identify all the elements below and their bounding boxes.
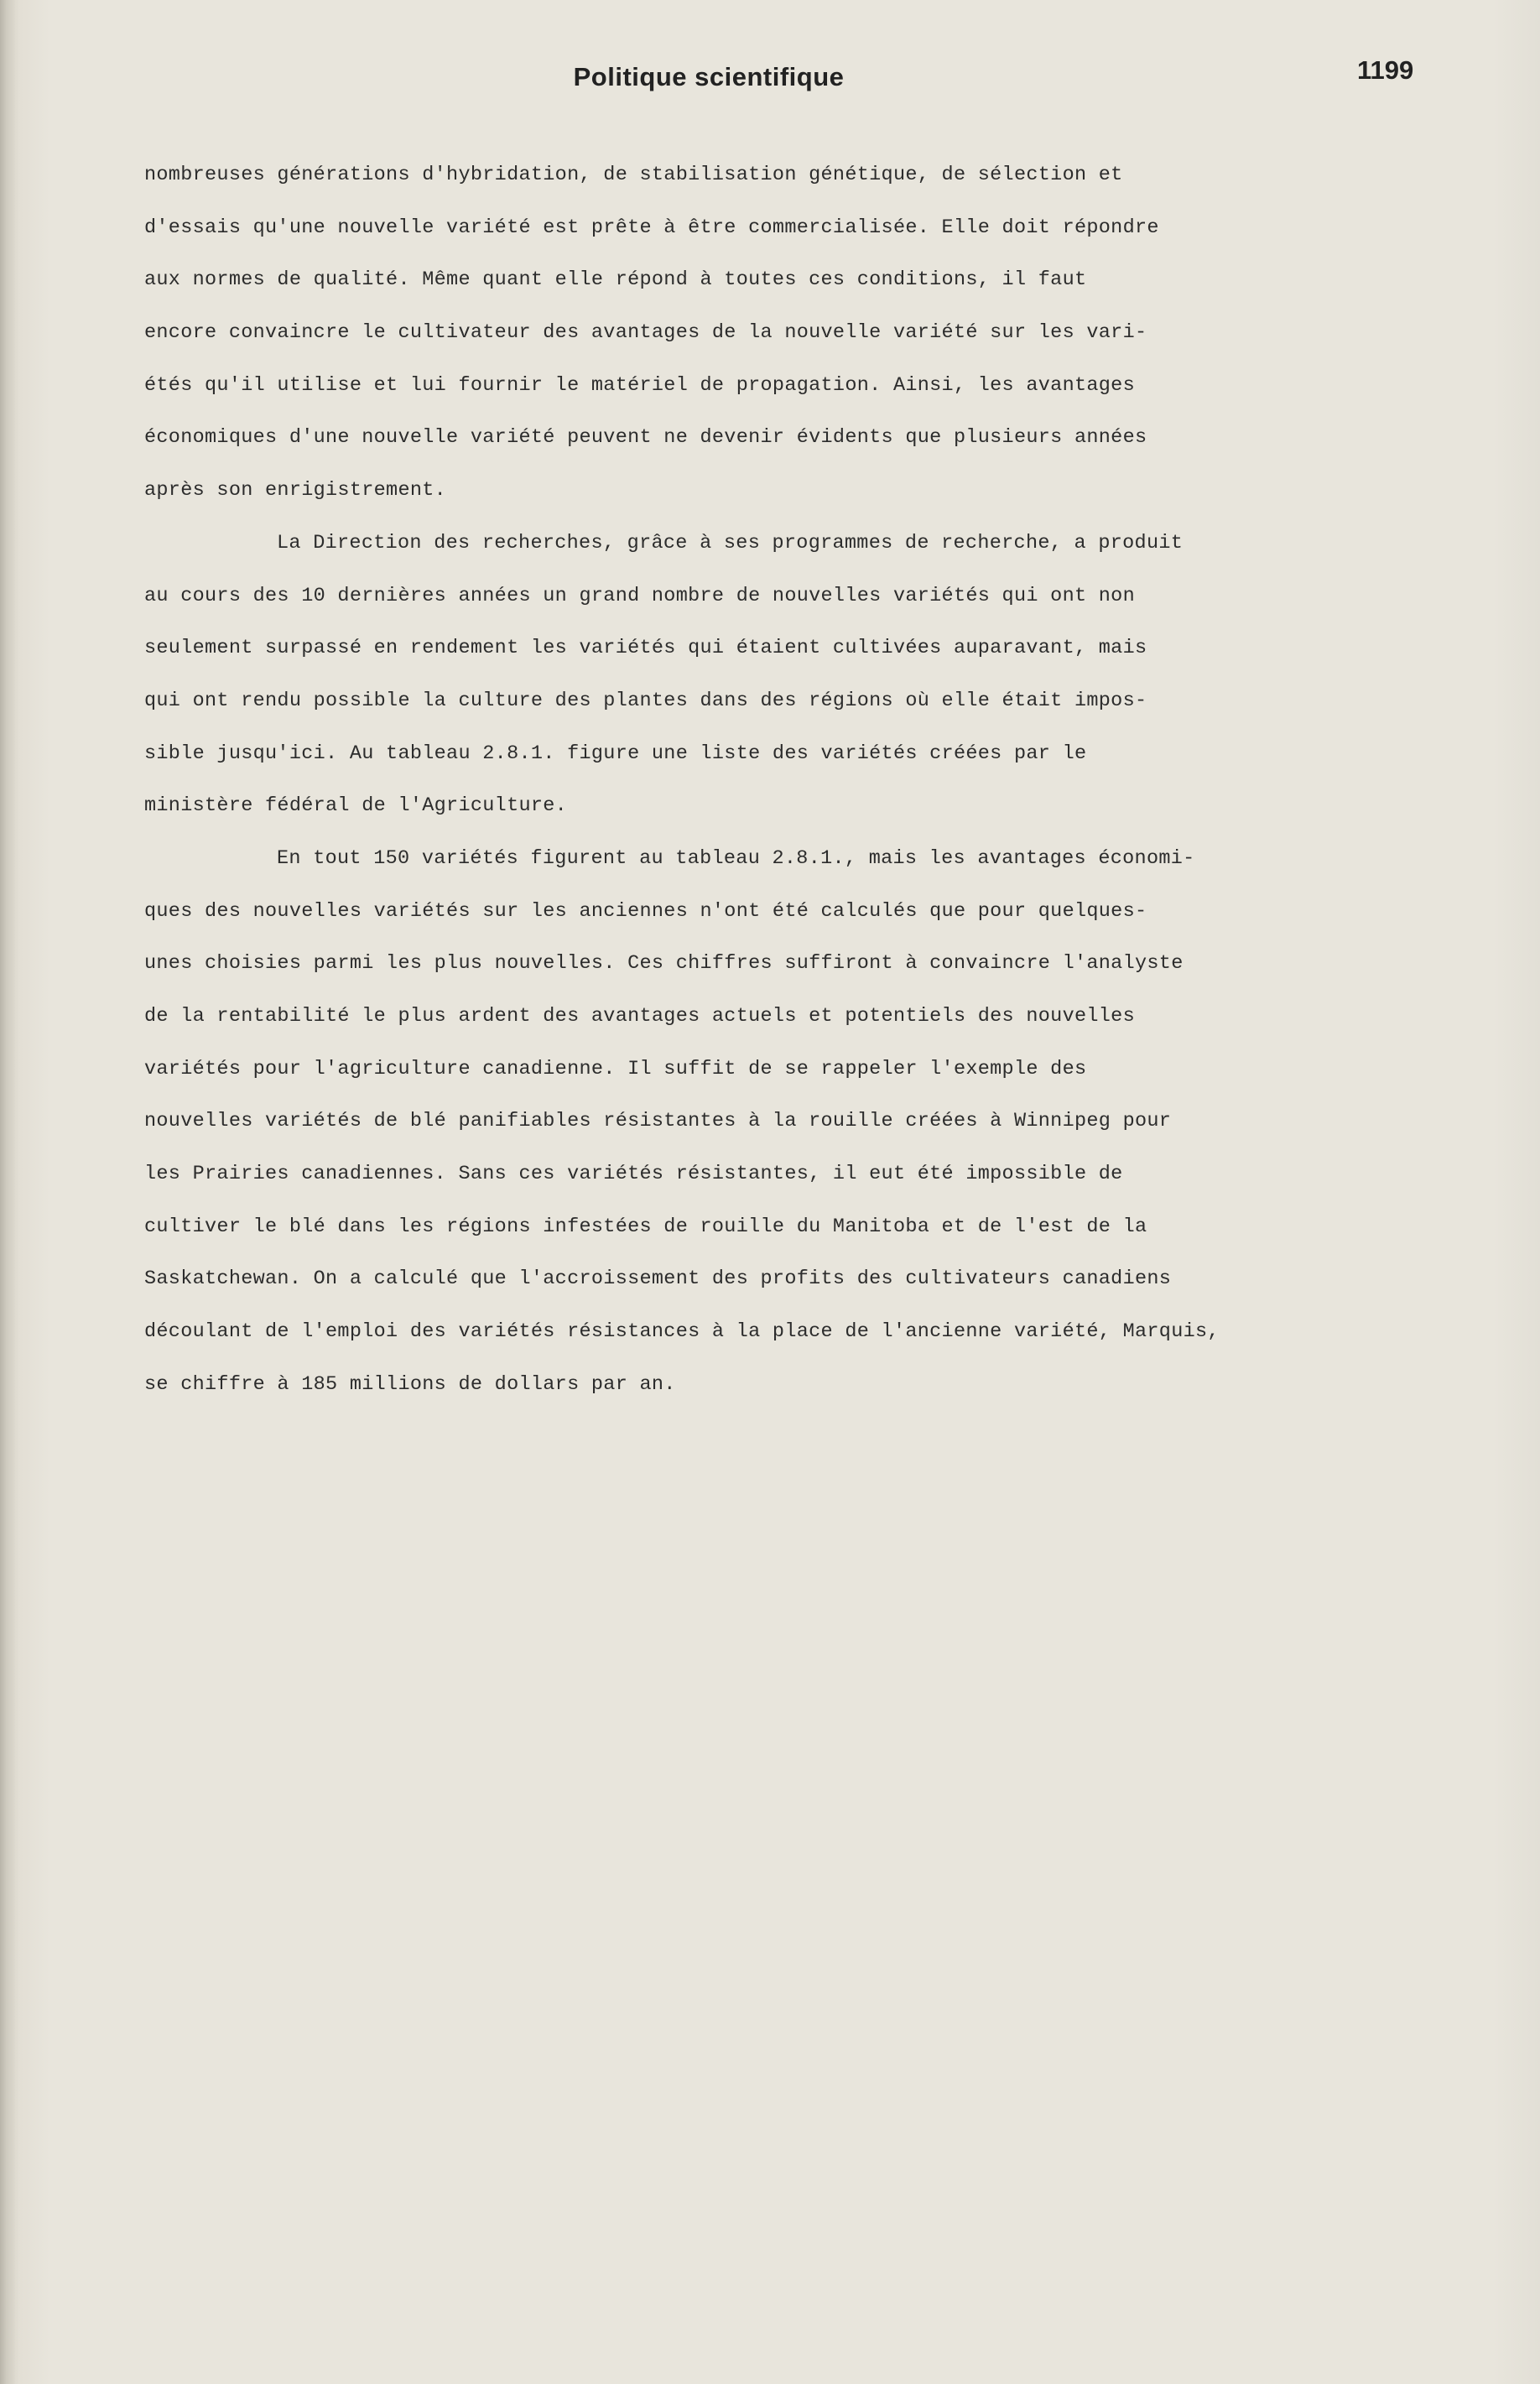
text-line: Saskatchewan. On a calculé que l'accroissement des profits des cultivateurs canadiens <box>144 1267 1172 1291</box>
body-text <box>144 149 1319 1412</box>
text-line: qui ont rendu possible la culture des plantes dans des régions où elle était impos- <box>144 689 1147 712</box>
text-line: sible jusqu'ici. Au tableau 2.8.1. figure une liste des variétés créées par le <box>144 742 1087 765</box>
paragraph-start-line: En tout 150 variétés figurent au tableau 2.8.1., mais les avantages économi- <box>277 846 1195 870</box>
text-line: ques des nouvelles variétés sur les anciennes n'ont été calculés que pour quelques- <box>144 899 1147 923</box>
text-line: d'essais qu'une nouvelle variété est prête à être commercialisée. Elle doit répondre <box>144 216 1159 239</box>
text-line: nouvelles variétés de blé panifiables résistantes à la rouille créées à Winnipeg pour <box>144 1110 1172 1133</box>
text-line: cultiver le blé dans les régions infestées de rouille du Manitoba et de l'est de la <box>144 1215 1147 1238</box>
text-line: seulement surpassé en rendement les variétés qui étaient cultivées auparavant, mais <box>144 637 1147 660</box>
text-line: les Prairies canadiennes. Sans ces variétés résistantes, il eut été impossible de <box>144 1163 1123 1186</box>
text-line: aux normes de qualité. Même quant elle répond à toutes ces conditions, il faut <box>144 268 1087 292</box>
text-line: encore convaincre le cultivateur des avantages de la nouvelle variété sur les vari- <box>144 321 1147 345</box>
running-header-title: Politique scientifique <box>573 62 845 91</box>
binding-edge <box>0 0 15 2384</box>
text-line: variétés pour l'agriculture canadienne. Il suffit de se rappeler l'exemple des <box>144 1057 1087 1080</box>
text-line: de la rentabilité le plus ardent des avantages actuels et potentiels des nouvelles <box>144 1005 1135 1028</box>
page-number: 1199 <box>1357 55 1414 85</box>
text-line: découlant de l'emploi des variétés résistances à la place de l'ancienne variété, Marquis, <box>144 1320 1220 1344</box>
text-line: ministère fédéral de l'Agriculture. <box>144 794 568 818</box>
text-line: se chiffre à 185 millions de dollars par an. <box>144 1372 676 1396</box>
text-line: nombreuses générations d'hybridation, de stabilisation génétique, de sélection et <box>144 164 1123 186</box>
text-line: après son enrigistrement. <box>144 479 447 502</box>
text-line: économiques d'une nouvelle variété peuvent ne devenir évidents que plusieurs années <box>144 426 1147 450</box>
paragraph-start-line: La Direction des recherches, grâce à ses programmes de recherche, a produit <box>277 531 1184 554</box>
text-line: unes choisies parmi les plus nouvelles. Ces chiffres suffiront à convaincre l'analyste <box>144 952 1184 976</box>
text-line: étés qu'il utilise et lui fournir le matériel de propagation. Ainsi, les avantages <box>144 373 1135 397</box>
text-line: au cours des 10 dernières années un grand nombre de nouvelles variétés qui ont non <box>144 584 1135 607</box>
